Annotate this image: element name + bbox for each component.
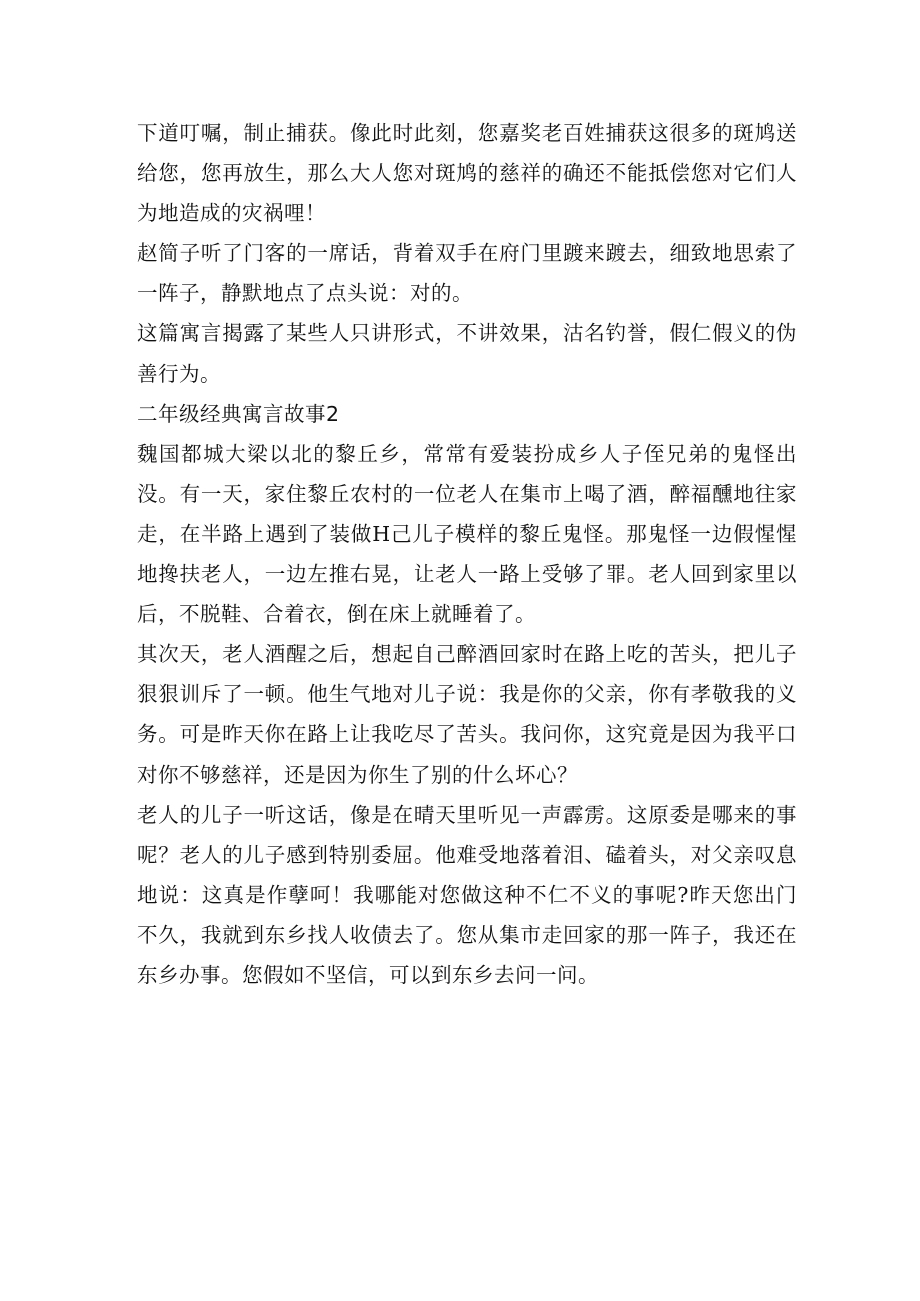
paragraph-3: 这篇寓言揭露了某些人只讲形式，不讲效果，沽名钓誉，假仁假义的伪善行为。 (137, 321, 797, 386)
paragraph-6: 老人的儿子一听这话，像是在晴天里听见一声霹雳。这原委是哪来的事呢？老人的儿子感到特别委屈。他难受地落着泪、磕着头，对父亲叹息地说：这真是作孽呵！我哪能对您做这种不仁不义的事呢?昨天您出门不久，我就到东乡找人收债去了。您从集市走回家的那一阵子，我还在东乡办事。您假如不坚信，可以到东乡去问一问。 (137, 802, 797, 987)
document-body (137, 113, 797, 995)
paragraph-2: 赵简子听了门客的一席话，背着双手在府门里踱来踱去，细致地思索了一阵子，静默地点了点头说：对的。 (137, 241, 797, 306)
paragraph-5: 其次天，老人酒醒之后，想起自己醉酒回家时在路上吃的苦头，把儿子狠狠训斥了一顿。他生气地对儿子说：我是你的父亲，你有孝敬我的义务。可是昨天你在路上让我吃尽了苦头。我问你，这究竟是因为我平口对你不够慈祥，还是因为你生了别的什么坏心？ (137, 642, 797, 787)
paragraph-1: 下道叮嘱，制止捕获。像此时此刻，您嘉奖老百姓捕获这很多的斑鸠送给您，您再放生，那么大人您对斑鸠的慈祥的确还不能抵偿您对它们人为地造成的灾祸哩！ (137, 121, 797, 226)
section-heading: 二年级经典寓言故事2 (137, 401, 340, 426)
paragraph-4: 魏国都城大梁以北的黎丘乡，常常有爱装扮成乡人子侄兄弟的鬼怪出没。有一天，家住黎丘农村的一位老人在集市上喝了酒，醉福醺地往家走，在半路上遇到了装做H己儿子模样的黎丘鬼怪。那鬼怪一边假惺惺地搀扶老人，一边左推右晃，让老人一路上受够了罪。老人回到家里以后，不脱鞋、合着衣，倒在床上就睡着了。 (137, 441, 797, 627)
